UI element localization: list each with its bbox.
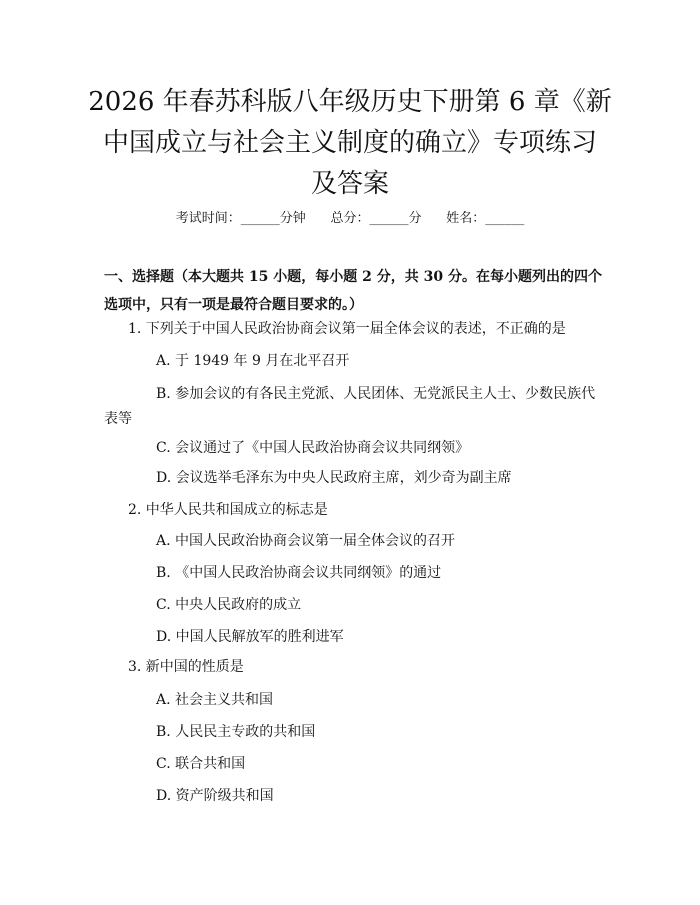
question-2-option-b: B. 《中国人民政治协商会议共同纲领》的通过 bbox=[156, 565, 442, 581]
question-3-stem: 3. 新中国的性质是 bbox=[128, 659, 244, 675]
question-3-option-a: A. 社会主义共和国 bbox=[156, 692, 274, 708]
question-1-stem: 1. 下列关于中国人民政治协商会议第一届全体会议的表述，不正确的是 bbox=[128, 321, 566, 337]
question-1-option-b-continued: 表等 bbox=[104, 411, 132, 427]
question-1-option-d: D. 会议选举毛泽东为中央人民政府主席，刘少奇为副主席 bbox=[156, 470, 512, 486]
question-3-option-b: B. 人民民主专政的共和国 bbox=[156, 724, 316, 740]
question-2-stem: 2. 中华人民共和国成立的标志是 bbox=[128, 502, 328, 518]
question-3-option-d: D. 资产阶级共和国 bbox=[156, 788, 274, 804]
question-3-option-c: C. 联合共和国 bbox=[156, 756, 246, 772]
question-1-option-c: C. 会议通过了《中国人民政治协商会议共同纲领》 bbox=[156, 440, 470, 456]
title-line-1: 2026 年春苏科版八年级历史下册第 6 章《新 bbox=[88, 87, 612, 117]
question-2-option-c: C. 中央人民政府的成立 bbox=[156, 597, 302, 613]
section-heading: 一、选择题（本大题共 15 小题，每小题 2 分，共 30 分。在每小题列出的四个选项中，只有一项是最符合题目要求的。） bbox=[104, 269, 602, 313]
document-title bbox=[80, 82, 620, 205]
question-2-option-d: D. 中国人民解放军的胜利进军 bbox=[156, 629, 344, 645]
question-1-option-b: B. 参加会议的有各民主党派、人民团体、无党派民主人士、少数民族代 bbox=[156, 386, 596, 402]
exam-meta-line: 考试时间：______分钟 总分：______分 姓名：______ bbox=[175, 211, 525, 226]
question-1-option-a: A. 于 1949 年 9 月在北平召开 bbox=[156, 353, 350, 369]
title-line-2: 中国成立与社会主义制度的确立》专项练习 bbox=[102, 128, 597, 158]
question-2-option-a: A. 中国人民政治协商会议第一届全体会议的召开 bbox=[156, 533, 456, 549]
title-line-3: 及答案 bbox=[310, 169, 389, 199]
